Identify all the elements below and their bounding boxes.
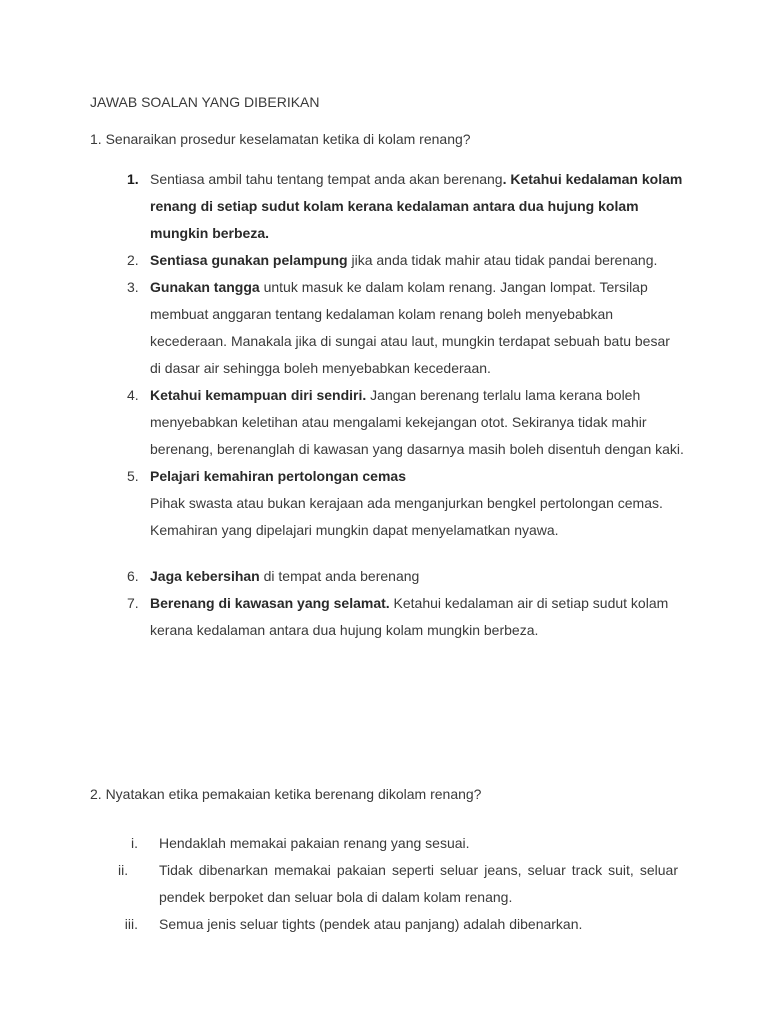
item-bold-text: Pelajari kemahiran pertolongan cemas xyxy=(150,468,406,484)
item-text: Sentiasa ambil tahu tentang tempat anda akan berenang xyxy=(150,171,503,187)
item-text: Ketahui kedalaman air di setiap sudut kolam kerana kedalaman antara dua hujung kolam mungkin berbeza. xyxy=(150,595,669,638)
question-2: 2. Nyatakan etika pemakaian ketika berenang dikolam renang? xyxy=(90,786,482,802)
item-text: Tidak dibenarkan memakai pakaian seperti seluar jeans, seluar track suit, seluar pendek berpoket dan seluar bola di dalam kolam renang. xyxy=(159,862,678,905)
attire-etiquette-list xyxy=(118,830,678,938)
roman-numeral: i. xyxy=(131,835,138,851)
item-text: Hendaklah memakai pakaian renang yang sesuai. xyxy=(159,835,470,851)
item-bold-text: . Ketahui kedalaman kolam renang di setiap sudut kolam kerana kedalaman antara dua hujung kolam mungkin berbeza. xyxy=(150,171,683,241)
item-text: Semua jenis seluar tights (pendek atau panjang) adalah dibenarkan. xyxy=(159,916,583,932)
item-text: untuk masuk ke dalam kolam renang. Jangan lompat. Tersilap membuat anggaran tentang kedalaman kolam renang boleh menyebabkan kecederaan. Manakala jika di sungai atau laut, mungkin terdapat sebuah batu besar di dasar air sehingga boleh menyebabkan kecederaan. xyxy=(150,279,670,376)
roman-numeral: ii. xyxy=(118,862,129,878)
list-item xyxy=(124,274,684,382)
list-number: 6. xyxy=(127,568,139,584)
item-text: jika anda tidak mahir atau tidak pandai berenang. xyxy=(347,252,658,268)
item-text: Jangan berenang terlalu lama kerana boleh menyebabkan keletihan atau mengalami kekejangan otot. Sekiranya tidak mahir berenang, berenanglah di kawasan yang dasarnya masih boleh disentuh dengan kaki. xyxy=(150,387,684,457)
list-item xyxy=(118,830,678,857)
list-item xyxy=(118,857,678,911)
page-title: JAWAB SOALAN YANG DIBERIKAN xyxy=(90,94,320,110)
item-bold-text: Sentiasa gunakan pelampung xyxy=(150,252,348,268)
list-item xyxy=(124,382,684,463)
list-number: 1. xyxy=(127,171,139,187)
safety-procedure-list xyxy=(124,166,684,644)
list-item xyxy=(124,463,684,544)
list-number: 7. xyxy=(127,595,139,611)
list-item xyxy=(124,247,684,274)
list-item xyxy=(124,166,684,247)
list-number: 5. xyxy=(127,468,139,484)
list-number: 2. xyxy=(127,252,139,268)
item-bold-text: Ketahui kemampuan diri sendiri. xyxy=(150,387,367,403)
question-1: 1. Senaraikan prosedur keselamatan ketika di kolam renang? xyxy=(90,131,471,147)
list-item xyxy=(124,563,684,590)
list-spacer xyxy=(124,544,684,563)
list-item xyxy=(124,590,684,644)
item-text: Pihak swasta atau bukan kerajaan ada menganjurkan bengkel pertolongan cemas. Kemahiran yang dipelajari mungkin dapat menyelamatkan nyawa. xyxy=(150,495,663,538)
roman-numeral: iii. xyxy=(124,916,138,932)
list-number: 3. xyxy=(127,279,139,295)
list-number: 4. xyxy=(127,387,139,403)
list-item xyxy=(118,911,678,938)
item-bold-text: Jaga kebersihan xyxy=(150,568,260,584)
item-bold-text: Berenang di kawasan yang selamat. xyxy=(150,595,390,611)
item-text: di tempat anda berenang xyxy=(259,568,420,584)
item-bold-text: Gunakan tangga xyxy=(150,279,260,295)
